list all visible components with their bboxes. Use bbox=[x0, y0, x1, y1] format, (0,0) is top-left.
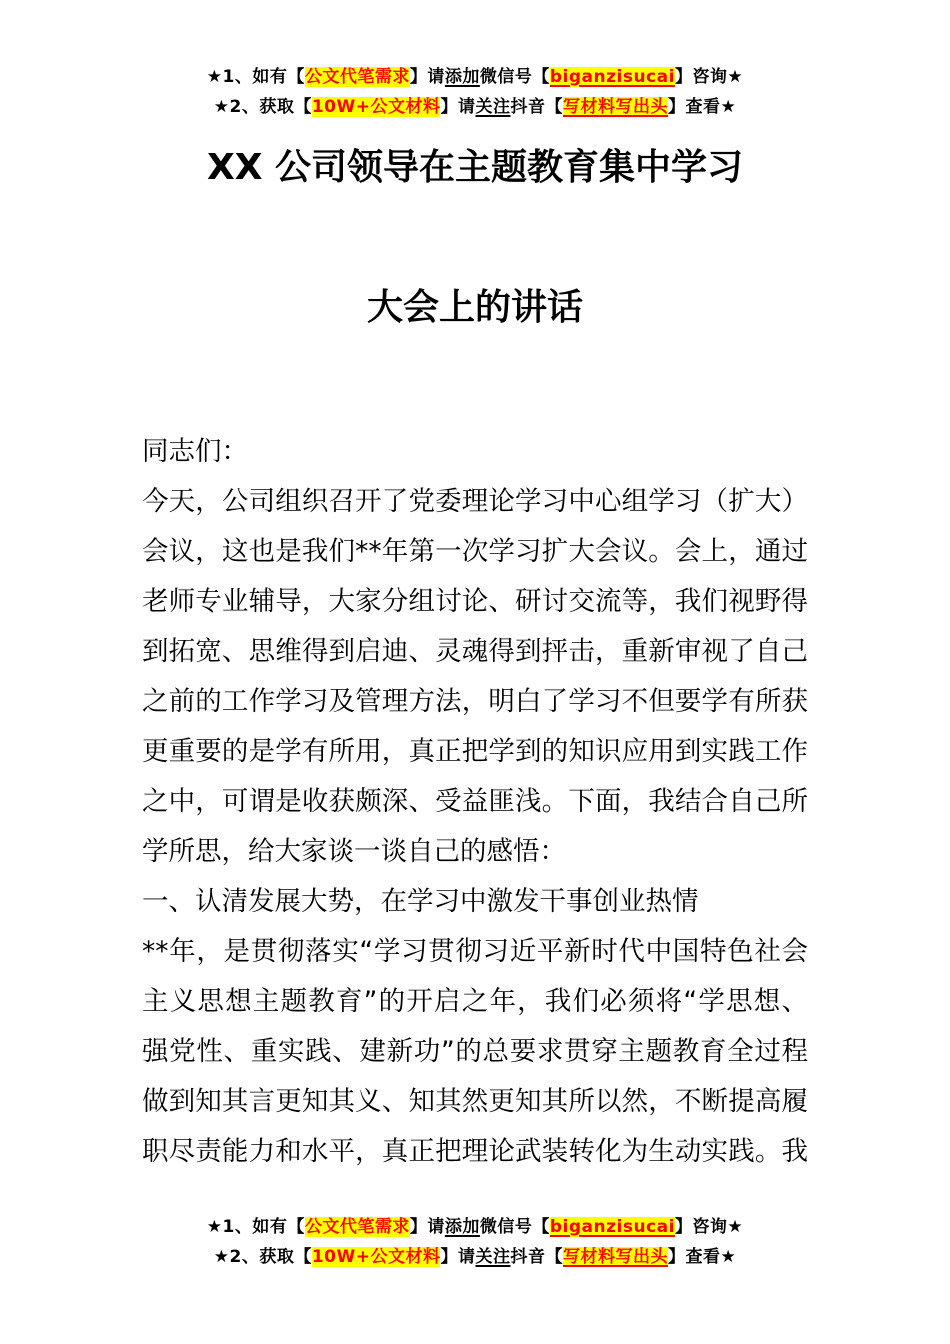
notice-highlighted-text: 写材料写出头 bbox=[562, 97, 668, 117]
document-body bbox=[142, 427, 808, 1177]
notice-text: 】请 bbox=[409, 67, 445, 87]
body-line: 同志们： bbox=[142, 436, 248, 467]
notice-line bbox=[0, 92, 950, 122]
body-line: 做到知其言更知其义、知其然更知其所以然，不断提高履 bbox=[142, 1086, 808, 1117]
body-line: 老师专业辅导，大家分组讨论、研讨交流等，我们视野得 bbox=[142, 586, 808, 617]
header-promo-notice bbox=[0, 62, 950, 122]
body-line: 职尽责能力和水平，真正把理论武装转化为生动实践。我 bbox=[142, 1136, 808, 1167]
notice-highlighted-text: 10W+公文材料 bbox=[311, 1247, 441, 1267]
notice-highlighted-text: biganzisucai bbox=[549, 1217, 675, 1237]
notice-text: ★2、获取【 bbox=[213, 1247, 312, 1267]
notice-text: 】查看★ bbox=[667, 1247, 737, 1267]
body-line: 之前的工作学习及管理方法，明白了学习不但要学有所获 bbox=[142, 686, 808, 717]
body-line: 之中，可谓是收获颇深、受益匪浅。下面，我结合自己所 bbox=[142, 786, 808, 817]
body-line: **年，是贯彻落实“学习贯彻习近平新时代中国特色社会 bbox=[142, 936, 808, 967]
notice-text: 】咨询★ bbox=[674, 67, 744, 87]
notice-text: 】查看★ bbox=[667, 97, 737, 117]
body-line: 更重要的是学有所用，真正把学到的知识应用到实践工作 bbox=[142, 736, 808, 767]
notice-underlined-text: 添加 bbox=[444, 1217, 480, 1237]
notice-line bbox=[0, 62, 950, 92]
notice-highlighted-text: 10W+公文材料 bbox=[311, 97, 441, 117]
notice-line bbox=[0, 1242, 950, 1272]
body-line: 到拓宽、思维得到启迪、灵魂得到抨击，重新审视了自己 bbox=[142, 636, 808, 667]
notice-text: 微信号【 bbox=[479, 1217, 550, 1237]
body-line: 一、认清发展大势，在学习中激发干事创业热情 bbox=[142, 886, 699, 917]
body-line: 学所思，给大家谈一谈自己的感悟： bbox=[142, 836, 566, 867]
notice-highlighted-text: biganzisucai bbox=[549, 67, 675, 87]
notice-highlighted-text: 写材料写出头 bbox=[562, 1247, 668, 1267]
notice-text: 】请 bbox=[440, 1247, 476, 1267]
notice-highlighted-text: 公文代笔需求 bbox=[304, 1217, 410, 1237]
notice-text: 抖音【 bbox=[510, 97, 563, 117]
body-line: 会议，这也是我们**年第一次学习扩大会议。会上，通过 bbox=[142, 536, 808, 567]
body-line: 主义思想主题教育”的开启之年，我们必须将“学思想、 bbox=[142, 986, 808, 1017]
notice-text: 】请 bbox=[409, 1217, 445, 1237]
document-title-line2: 大会上的讲话 bbox=[366, 287, 583, 328]
notice-text: 抖音【 bbox=[510, 1247, 563, 1267]
notice-text: 】请 bbox=[440, 97, 476, 117]
body-line: 今天，公司组织召开了党委理论学习中心组学习（扩大） bbox=[142, 486, 808, 517]
notice-text: 微信号【 bbox=[479, 67, 550, 87]
notice-underlined-text: 关注 bbox=[475, 97, 511, 117]
notice-text: ★1、如有【 bbox=[206, 67, 305, 87]
document-title-line1: XX 公司领导在主题教育集中学习 bbox=[206, 147, 744, 188]
notice-underlined-text: 添加 bbox=[444, 67, 480, 87]
notice-text: ★1、如有【 bbox=[206, 1217, 305, 1237]
footer-promo-notice bbox=[0, 1212, 950, 1272]
notice-text: 】咨询★ bbox=[674, 1217, 744, 1237]
notice-highlighted-text: 公文代笔需求 bbox=[304, 67, 410, 87]
body-line: 强党性、重实践、建新功”的总要求贯穿主题教育全过程 bbox=[142, 1036, 808, 1067]
notice-line bbox=[0, 1212, 950, 1242]
notice-text: ★2、获取【 bbox=[213, 97, 312, 117]
notice-underlined-text: 关注 bbox=[475, 1247, 511, 1267]
